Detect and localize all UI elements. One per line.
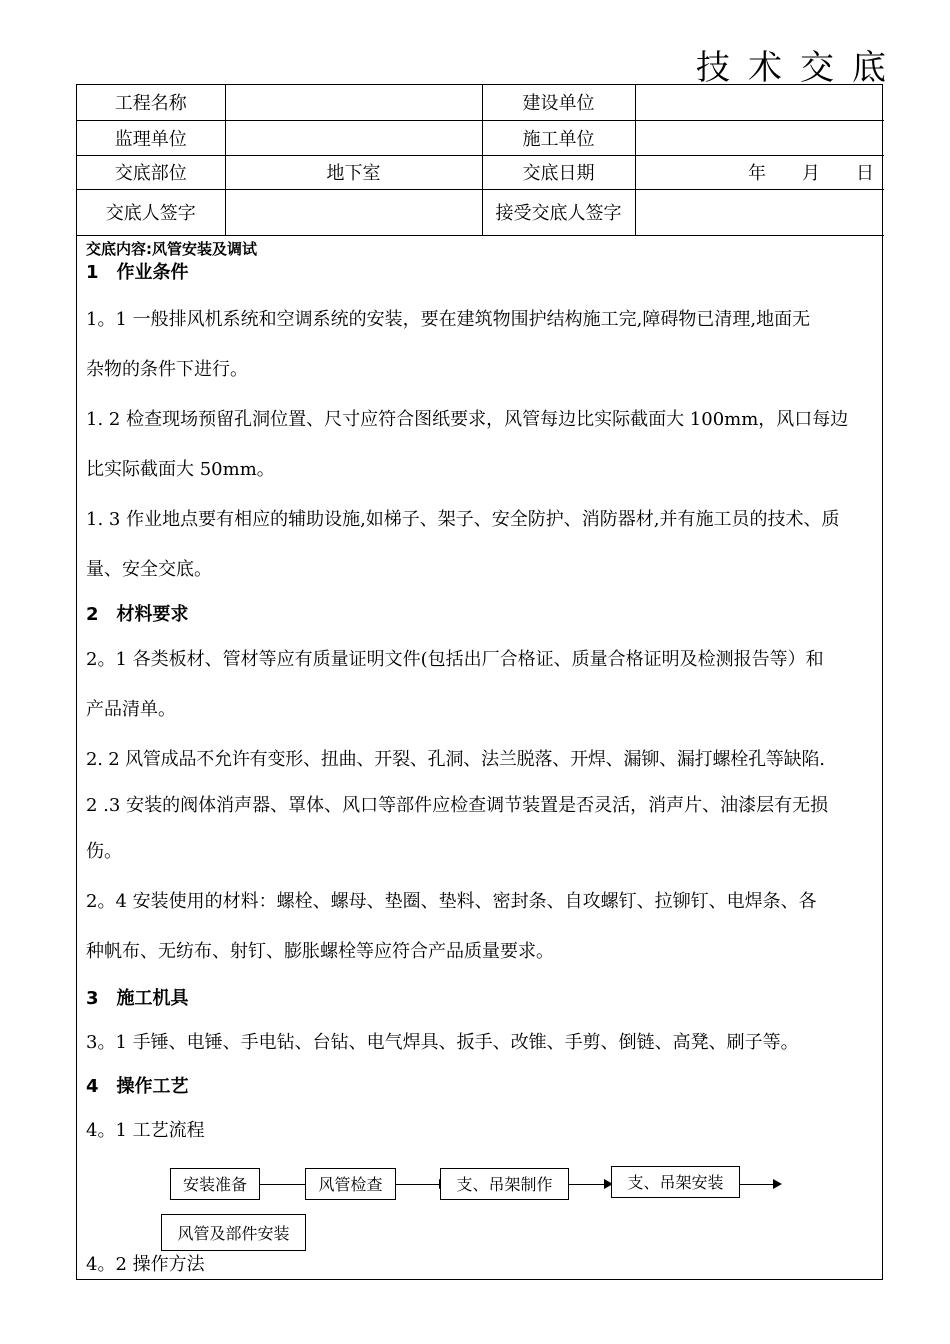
section-2-title: 2 材料要求 bbox=[86, 603, 189, 625]
s1-p3a: 1. 3 作业地点要有相应的辅助设施,如梯子、架子、安全防护、消防器材,并有施工员的技术、质 bbox=[86, 508, 840, 530]
s1-p1a: 1。1 一般排风机系统和空调系统的安装，要在建筑物围护结构施工完,障碍物已清理,地面无 bbox=[86, 308, 811, 330]
process-flowchart bbox=[86, 1153, 873, 1278]
flow-arrow-2 bbox=[396, 1184, 446, 1185]
s2-p2: 2. 2 风管成品不允许有变形、扭曲、开裂、孔洞、法兰脱落、开焊、漏铆、漏打螺栓孔等缺陷. bbox=[86, 748, 825, 770]
flow-step-2: 风管检查 bbox=[305, 1168, 396, 1200]
signer-value[interactable] bbox=[225, 189, 482, 235]
s2-p1a: 2。1 各类板材、管材等应有质量证明文件(包括出厂合格证、质量合格证明及检测报告等）和 bbox=[86, 648, 824, 670]
section-1-title: 1 作业条件 bbox=[86, 261, 189, 283]
s2-p1b: 产品清单。 bbox=[86, 698, 176, 720]
content-area bbox=[77, 238, 882, 1277]
s4-p2: 4。2 操作方法 bbox=[86, 1253, 205, 1275]
document-title: 技术交底 bbox=[696, 48, 904, 88]
flow-step-3: 支、吊架制作 bbox=[440, 1168, 569, 1200]
builder-label: 建设单位 bbox=[482, 85, 635, 120]
project-name-value[interactable] bbox=[225, 85, 482, 120]
flow-arrow-4 bbox=[740, 1184, 780, 1185]
receiver-value[interactable] bbox=[635, 189, 884, 235]
s2-p3b: 伤。 bbox=[86, 840, 122, 862]
supervisor-label: 监理单位 bbox=[77, 120, 225, 155]
receiver-label: 接受交底人签字 bbox=[482, 189, 635, 235]
s4-p1: 4。1 工艺流程 bbox=[86, 1119, 205, 1141]
content-heading: 交底内容:风管安装及调试 bbox=[86, 239, 257, 258]
s3-p1: 3。1 手锤、电锤、手电钻、台钻、电气焊具、扳手、改锥、手剪、倒链、高凳、刷子等。 bbox=[86, 1031, 799, 1053]
signer-label: 交底人签字 bbox=[77, 189, 225, 235]
constructor-label: 施工单位 bbox=[482, 120, 635, 155]
supervisor-value[interactable] bbox=[225, 120, 482, 155]
section-4-title: 4 操作工艺 bbox=[86, 1075, 189, 1097]
date-label: 交底日期 bbox=[482, 155, 635, 189]
s1-p1b: 杂物的条件下进行。 bbox=[86, 358, 248, 380]
s1-p2a: 1. 2 检查现场预留孔洞位置、尺寸应符合图纸要求，风管每边比实际截面大 100mm，风口每边 bbox=[86, 408, 849, 430]
location-label: 交底部位 bbox=[77, 155, 225, 189]
flow-step-4: 支、吊架安装 bbox=[611, 1166, 740, 1198]
s1-p3b: 量、安全交底。 bbox=[86, 558, 212, 580]
s2-p3a: 2 .3 安装的阀体消声器、罩体、风口等部件应检查调节装置是否灵活，消声片、油漆层有无损 bbox=[86, 794, 829, 816]
info-table bbox=[77, 85, 884, 236]
flow-arrow-3 bbox=[569, 1184, 611, 1185]
constructor-value[interactable] bbox=[635, 120, 884, 155]
s1-p2b: 比实际截面大 50mm。 bbox=[86, 458, 275, 480]
flow-step-5: 风管及部件安装 bbox=[161, 1214, 306, 1251]
s2-p4a: 2。4 安装使用的材料：螺栓、螺母、垫圈、垫料、密封条、自攻螺钉、拉铆钉、电焊条、各 bbox=[86, 890, 817, 912]
date-value[interactable]: 年 月 日 bbox=[635, 155, 884, 189]
s2-p4b: 种帆布、无纺布、射钉、膨胀螺栓等应符合产品质量要求。 bbox=[86, 940, 554, 962]
document-frame bbox=[76, 84, 883, 1280]
builder-value[interactable] bbox=[635, 85, 884, 120]
location-value[interactable]: 地下室 bbox=[225, 155, 482, 189]
flow-step-1: 安装准备 bbox=[170, 1168, 260, 1200]
project-name-label: 工程名称 bbox=[77, 85, 225, 120]
section-3-title: 3 施工机具 bbox=[86, 987, 189, 1009]
